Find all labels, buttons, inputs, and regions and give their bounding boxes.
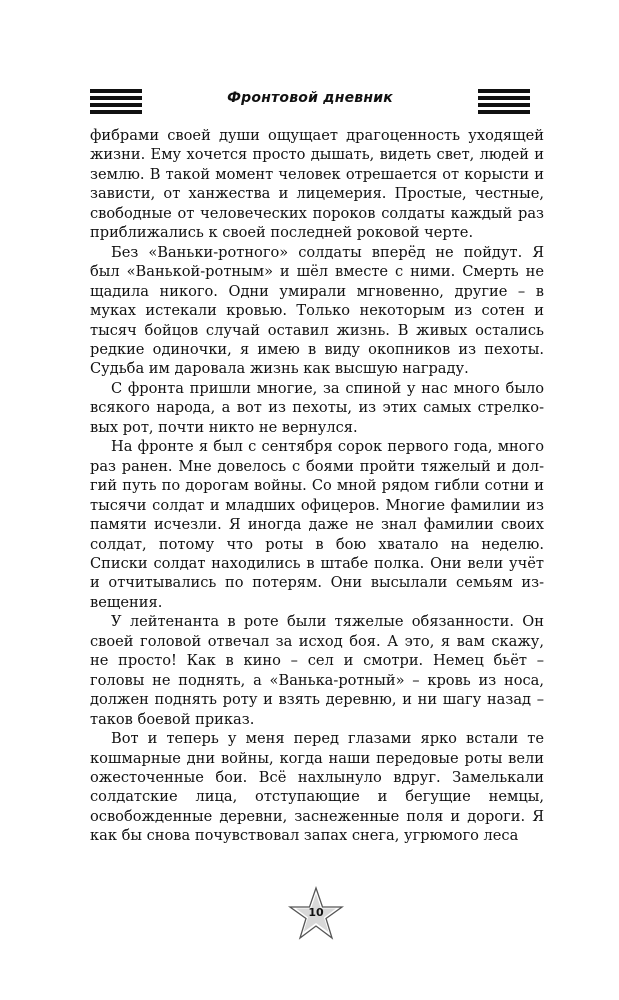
paragraph: На фронте я был с сентября сорок первого года, много раз ранен. Мне довелось с боями пройти тяжелый и долгий путь по дорогам войны. Со мной рядом гибли сотни и тысячи солдат и младших офицеров. Многие фамилии из памяти исчезли. Я иногда даже не знал фамилии своих солдат, потому что роты в бою хватало на неделю. Списки солдат находились в штабе полка. Они вели учёт и отчитывались по потерям. Они высылали семьям извещения.: [90, 438, 544, 611]
paragraph: С фронта пришли многие, за спиной у нас много было всякого народа, а вот из пехоты, из этих самых стрелковых рот, почти никто не вернулся.: [90, 379, 544, 436]
running-header: [90, 86, 530, 116]
page-number: 10: [308, 906, 324, 919]
page-number-star: [287, 886, 345, 942]
paragraph: У лейтенанта в роте были тяжелые обязанности. Он своей головой отвечал за исход боя. А это, я вам скажу, не просто! Как в кино – сел и смотри. Немец бьёт – головы не поднять, а «Ванька-ротный» – кровь из носа, должен поднять роту и взять деревню, и ни шагу назад – таков боевой приказ.: [90, 613, 544, 728]
body-text: [90, 126, 544, 846]
running-title: Фронтовой дневник: [227, 90, 393, 106]
header-stripes-right-decoration: [478, 89, 530, 113]
paragraph: Вот и теперь у меня перед глазами ярко встали те кошмарные дни войны, когда наши передовые роты вели ожесточенные бои. Всё нахлынуло вдруг. Замелькали солдатские лица, отступающие и бегущие немцы, освобожденные деревни, заснеженные поля и дороги. Я как бы снова почувствовал запах снега, угрюмого леса: [90, 730, 544, 845]
paragraph: фибрами своей души ощущает драгоценность уходящей жизни. Ему хочется просто дышать, видеть свет, людей и землю. В такой момент человек отрешается от корысти и зависти, от ханжества и лицемерия. Простые, честные, свободные от человеческих пороков солдаты каждый раз приближались к своей последней роковой черте.: [90, 127, 544, 242]
paragraph: Без «Ваньки-ротного» солдаты вперёд не пойдут. Я был «Ванькой-ротным» и шёл вместе с ними. Смерть не щадила никого. Одни умирали мгновенно, другие – в муках истекали кровью. Только некоторым из сотен и тысяч бойцов случай оставил жизнь. В живых остались редкие одиночки, я имею в виду окопников из пехоты. Судьба им даровала жизнь как высшую награду.: [90, 243, 544, 378]
